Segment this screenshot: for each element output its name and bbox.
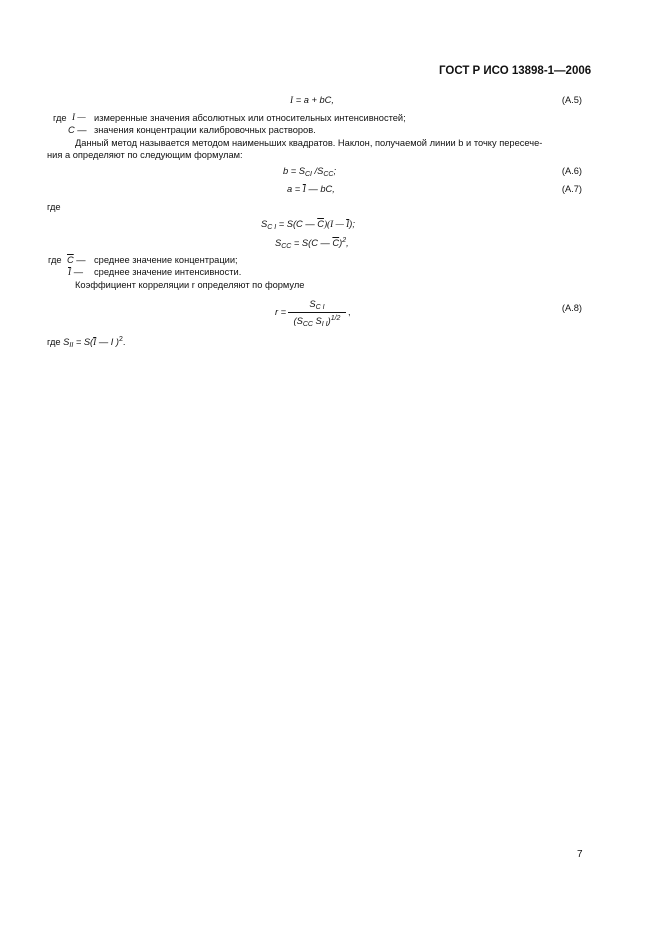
legend-where-label: где bbox=[53, 113, 67, 123]
legend2-text-cbar: среднее значение концентрации; bbox=[94, 255, 238, 265]
equation-a5: I = a + bC, bbox=[290, 95, 334, 106]
paragraph-line-1: Данный метод называется методом наименьших квадратов. Наклон, получаемой линии b и точку пересече- bbox=[75, 138, 543, 148]
legend2-where-label: где bbox=[48, 255, 62, 265]
equation-number-a8: (A.8) bbox=[561, 303, 582, 313]
legend-text-c: значения концентрации калибровочных растворов. bbox=[94, 125, 316, 135]
equation-a8-denominator: ($S_{CC}$ $S_{I I})^{1/2}$ bbox=[293, 315, 341, 328]
definition-scc: $S_{CC} = S(C$ — $\overline{C})^2$, bbox=[275, 237, 349, 250]
legend2-text-ibar: среднее значение интенсивности. bbox=[94, 267, 242, 277]
paragraph-line-2: ния a определяют по следующим формулам: bbox=[47, 150, 243, 160]
equation-a8-comma: , bbox=[348, 307, 351, 317]
equation-number-a7: (A.7) bbox=[561, 184, 582, 194]
equation-a6: $b = S_{CI}$ $/S_{CC}$; bbox=[283, 166, 337, 178]
legend-symbol-c: C — bbox=[68, 125, 87, 135]
where-label-2: где bbox=[47, 202, 61, 212]
document-header: ГОСТ Р ИСО 13898-1—2006 bbox=[439, 65, 592, 77]
final-definition: где $S_{II} = S(\overline{I}$ — I )$^2$. bbox=[47, 336, 126, 349]
legend-symbol-i: I — bbox=[72, 113, 86, 123]
definition-sci: $S_{C I} = S(C$ — $\overline{C})(I$ — $\overline{I}$); bbox=[261, 219, 355, 231]
equation-number-a6: (A.6) bbox=[561, 166, 582, 176]
legend2-symbol-ibar: $\overline{I}$ — bbox=[68, 267, 83, 278]
correlation-text: Коэффициент корреляции r определяют по формуле bbox=[75, 280, 305, 290]
equation-number-a5: (A.5) bbox=[561, 95, 582, 105]
equation-a8-fraction bbox=[288, 299, 346, 328]
equation-a7: $a = \overline{I}$ — bC, bbox=[287, 184, 335, 195]
page-number: 7 bbox=[577, 849, 583, 860]
legend-text-i: измеренные значения абсолютных или относительных интенсивностей; bbox=[94, 113, 406, 123]
legend2-symbol-cbar: $\overline{C}$ — bbox=[67, 255, 86, 265]
equation-a8-numerator: $S_{C I}$ bbox=[288, 299, 346, 313]
equation-a8-lhs: r = bbox=[275, 307, 287, 317]
